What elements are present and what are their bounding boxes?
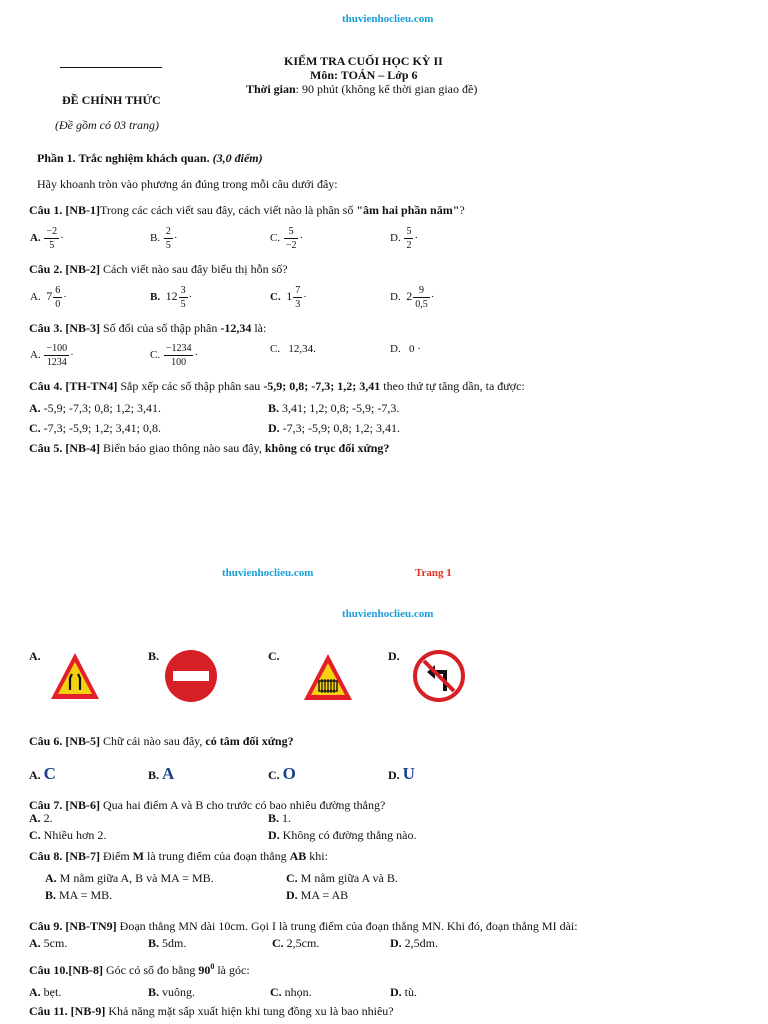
question-9: Câu 9. [NB-TN9] Đoạn thẳng MN dài 10cm. Gọi I là trung điểm của đoạn thẳng MN. Khi đó, đoạn thẳng MI dài: <box>29 919 578 933</box>
q9-option-a: A. 5cm. <box>29 936 68 950</box>
q8-option-b: B. MA = MB. <box>45 888 113 902</box>
exam-time: Thời gian: 90 phút (không kể thời gian giao đề) <box>246 82 478 96</box>
question-7: Câu 7. [NB-6] Qua hai điểm A và B cho trước có bao nhiêu đường thẳng? <box>29 798 386 812</box>
q2-option-d: D. 2 $\frac{9}{0,5}$ · <box>390 285 435 310</box>
page-number: Trang 1 <box>415 567 452 579</box>
q7-option-a: A. 2. <box>29 811 53 825</box>
narrow-road-warning-sign-icon <box>49 650 101 702</box>
q4-option-d: D. -7,3; -5,9; 0,8; 1,2; 3,41. <box>268 421 400 435</box>
q1-option-b: B. $\frac{2}{5}$ · <box>150 226 178 251</box>
q10-option-d: D. tù. <box>390 985 418 999</box>
no-left-turn-sign-icon <box>413 650 465 702</box>
q3-option-d: D. 0 · <box>390 343 421 355</box>
question-4: Câu 4. [TH-TN4] Sắp xếp các số thập phân sau -5,9; 0,8; -7,3; 1,2; 3,41 theo thứ tự tăng dần, ta được: <box>29 379 525 393</box>
header-rule <box>60 67 162 68</box>
question-6: Câu 6. [NB-5] Chữ cái nào sau đây, có tâm đối xứng? <box>29 734 294 748</box>
q7-option-d: D. Không có đường thẳng nào. <box>268 828 417 842</box>
site-watermark-footer: thuvienhoclieu.com <box>222 567 314 579</box>
q1-option-c: C. $\frac{5}{-2}$ · <box>270 226 304 251</box>
q6-option-c: C. O <box>268 764 296 783</box>
question-5: Câu 5. [NB-4] Biển báo giao thông nào sau đây, không có trục đối xứng? <box>29 441 390 455</box>
question-2: Câu 2. [NB-2] Cách viết nào sau đây biểu thị hỗn số? <box>29 262 288 276</box>
question-11: Câu 11. [NB-9] Khả năng mặt sấp xuất hiện khi tung đồng xu là bao nhiêu? <box>29 1004 394 1018</box>
exam-title: KIỂM TRA CUỐI HỌC KỲ II <box>284 54 443 68</box>
question-3: Câu 3. [NB-3] Số đối của số thập phân -12,34 là: <box>29 321 267 335</box>
q4-option-b: B. 3,41; 1,2; 0,8; -5,9; -7,3. <box>268 401 400 415</box>
q10-option-c: C. nhọn. <box>270 985 312 999</box>
q5-option-b-label: B. <box>148 649 160 663</box>
q7-option-b: B. 1. <box>268 811 292 825</box>
q6-option-b: B. A <box>148 764 175 783</box>
official-label: ĐỀ CHÍNH THỨC <box>62 93 161 107</box>
question-8: Câu 8. [NB-7] Điểm M là trung điểm của đoạn thẳng AB khi: <box>29 849 328 863</box>
q1-option-a: A. $\frac{-2}{5}$ · <box>30 226 64 251</box>
pages-note: (Đề gồm có 03 trang) <box>55 118 159 132</box>
q6-option-d: D. U <box>388 764 415 783</box>
q4-option-c: C. -7,3; -5,9; 1,2; 3,41; 0,8. <box>29 421 161 435</box>
q8-option-d: D. MA = AB <box>286 888 349 902</box>
q2-option-b: B. 12 $\frac{3}{5}$ · <box>150 285 193 310</box>
exam-subject: Môn: TOÁN – Lớp 6 <box>310 68 418 82</box>
q3-option-a: A. $\frac{-100}{1234}$ · <box>30 343 74 368</box>
q5-option-c-label: C. <box>268 649 280 663</box>
q8-option-a: A. M nằm giữa A, B và MA = MB. <box>45 871 214 885</box>
q3-option-c: C. 12,34. <box>270 343 316 355</box>
q10-option-a: A. bẹt. <box>29 985 62 999</box>
part1-title: Phần 1. Trắc nghiệm khách quan. (3,0 điểm) <box>37 151 263 165</box>
q9-option-b: B. 5dm. <box>148 936 187 950</box>
q3-option-b: C. $\frac{-1234}{100}$ · <box>150 343 199 368</box>
q10-option-b: B. vuông. <box>148 985 196 999</box>
q7-option-c: C. Nhiều hơn 2. <box>29 828 107 842</box>
q1-option-d: D. $\frac{5}{2}$ · <box>390 226 419 251</box>
site-watermark-page2: thuvienhoclieu.com <box>342 608 434 620</box>
q8-option-c: C. M nằm giữa A và B. <box>286 871 398 885</box>
q5-option-a-label: A. <box>29 649 41 663</box>
part1-instruction: Hãy khoanh tròn vào phương án đúng trong mỗi câu dưới đây: <box>37 177 338 191</box>
railway-crossing-gate-sign-icon <box>302 651 354 703</box>
no-entry-sign-icon <box>164 649 218 703</box>
q4-option-a: A. -5,9; -7,3; 0,8; 1,2; 3,41. <box>29 401 161 415</box>
site-watermark-top: thuvienhoclieu.com <box>342 13 434 25</box>
q9-option-d: D. 2,5dm. <box>390 936 439 950</box>
q5-option-d-label: D. <box>388 649 400 663</box>
q2-option-c: C. 1 $\frac{7}{3}$ · <box>270 285 307 310</box>
q9-option-c: C. 2,5cm. <box>272 936 320 950</box>
q2-option-a: A. 7 $\frac{6}{0}$ · <box>30 285 67 310</box>
question-1: Câu 1. [NB-1]Trong các cách viết sau đây, cách viết nào là phân số "âm hai phần năm"? <box>29 203 465 217</box>
question-10: Câu 10.[NB-8] Góc có số đo bằng $90^0$ là góc: <box>29 962 250 977</box>
q6-option-a: A. C <box>29 764 56 783</box>
